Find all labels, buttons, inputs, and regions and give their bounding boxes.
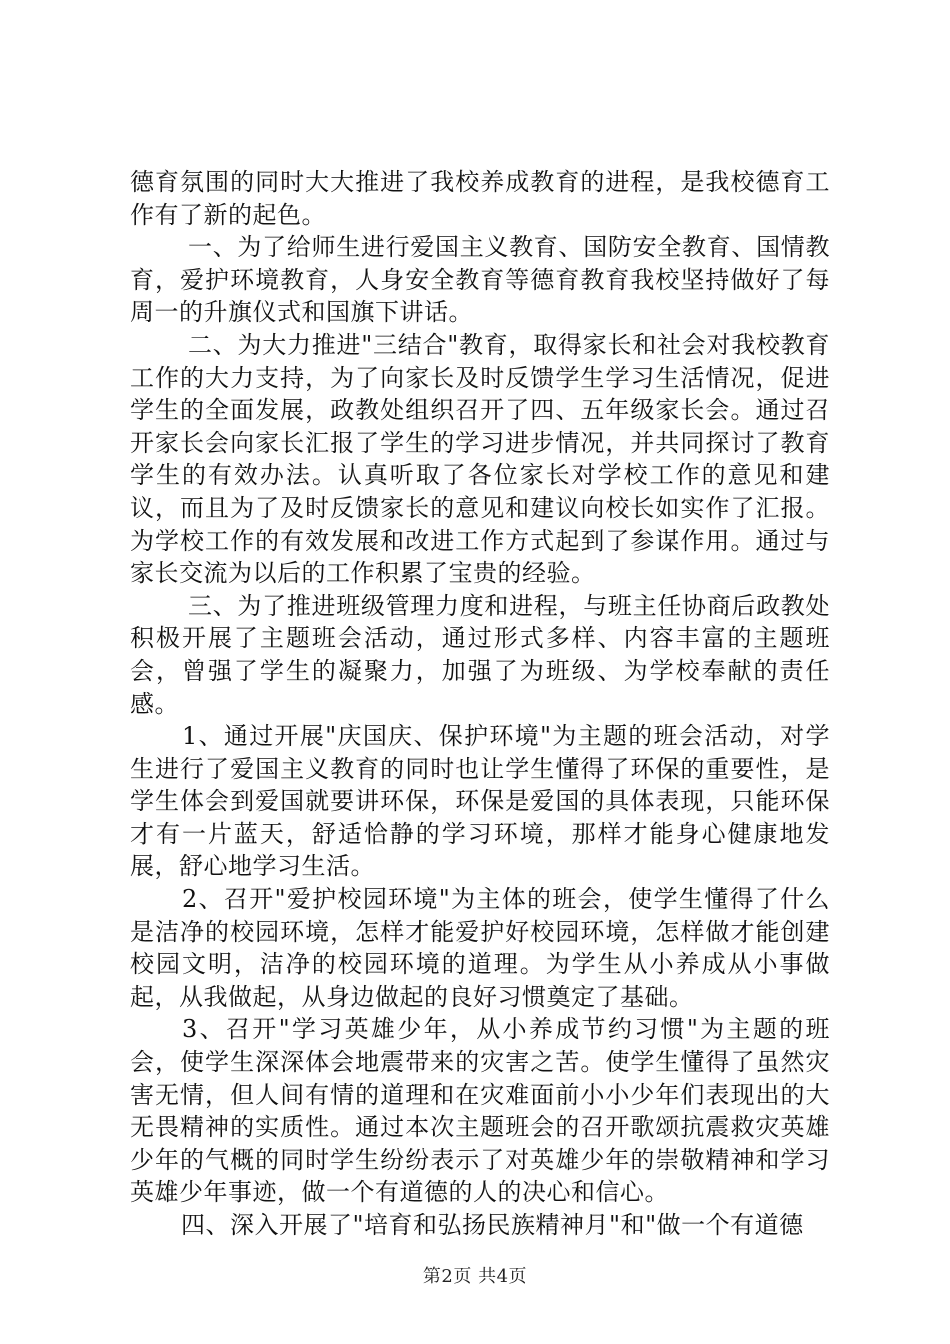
paragraph-section-2: 二、为大力推进"三结合"教育，取得家长和社会对我校教育工作的大力支持，为了向家长及时反馈学生学习生活情况，促进学生的全面发展，政教处组织召开了四、五年级家长会。通过召开家长会向家长汇报了学生的学习进步情况，并共同探讨了教育学生的有效办法。认真听取了各位家长对学校工作的意见和建议，而且为了及时反馈家长的意见和建议向校长如实作了汇报。为学校工作的有效发展和改进工作方式起到了参谋作用。通过与家长交流为以后的工作积累了宝贵的经验。 [130,330,830,588]
paragraph-item-1: 1、通过开展"庆国庆、保护环境"为主题的班会活动，对学生进行了爱国主义教育的同时也让学生懂得了环保的重要性，是学生体会到爱国就要讲环保，环保是爱国的具体表现，只能环保才有一片蓝天，舒适恰静的学习环境，那样才能身心健康地发展，舒心地学习生活。 [130,722,830,881]
paragraph-item-2: 2、召开"爱护校园环境"为主体的班会，使学生懂得了什么是洁净的校园环境，怎样才能爱护好校园环境，怎样做才能创建校园文明，洁净的校园环境的道理。为学生从小养成从小事做起，从我做起，从身边做起的良好习惯奠定了基础。 [130,885,830,1011]
paragraph-item-3: 3、召开"学习英雄少年，从小养成节约习惯"为主题的班会，使学生深深体会地震带来的灾害之苦。使学生懂得了虽然灾害无情，但人间有情的道理和在灾难面前小小少年们表现出的大无畏精神的实质性。通过本次主题班会的召开歌颂抗震救灾英雄少年的气概的同时学生纷纷表示了对英雄少年的崇敬精神和学习英雄少年事迹，做一个有道德的人的决心和信心。 [130,1015,830,1207]
paragraph-section-3: 三、为了推进班级管理力度和进程，与班主任协商后政教处积极开展了主题班会活动，通过形式多样、内容丰富的主题班会，曾强了学生的凝聚力，加强了为班级、为学校奉献的责任感。 [130,591,830,718]
paragraph-section-1: 一、为了给师生进行爱国主义教育、国防安全教育、国情教育，爱护环境教育，人身安全教育等德育教育我校坚持做好了每周一的升旗仪式和国旗下讲话。 [130,233,830,327]
paragraph-section-4: 四、深入开展了"培育和弘扬民族精神月"和"做一个有道德 [181,1211,804,1239]
page-number-footer: 第2页 共4页 [422,1266,528,1287]
document-body [130,166,830,1242]
paragraph-continuation: 德育氛围的同时大大推进了我校养成教育的进程，是我校德育工作有了新的起色。 [130,168,830,229]
